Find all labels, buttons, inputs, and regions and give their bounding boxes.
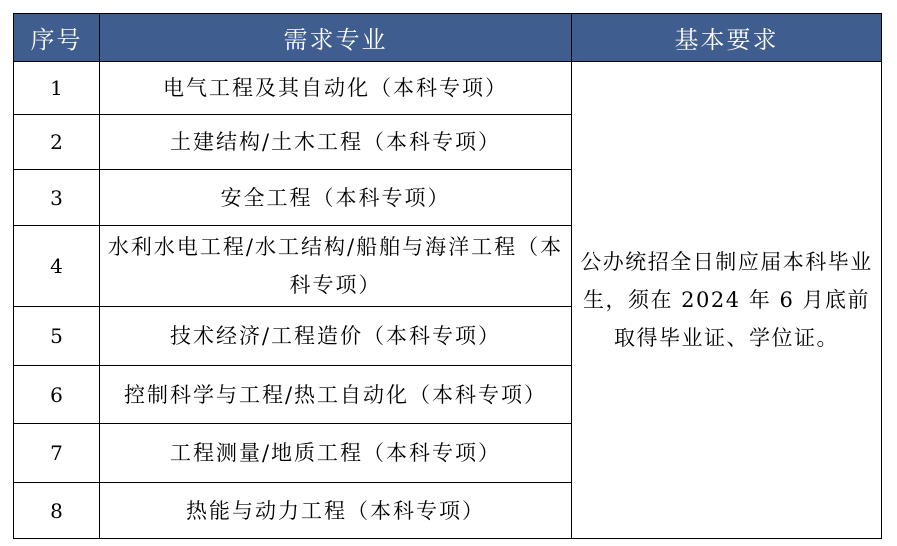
row-number: 8 bbox=[14, 483, 100, 539]
row-number: 4 bbox=[14, 226, 100, 307]
row-number: 7 bbox=[14, 424, 100, 483]
major-name: 工程测量/地质工程（本科专项） bbox=[100, 424, 572, 483]
header-requirement: 基本要求 bbox=[572, 14, 882, 62]
major-name: 安全工程（本科专项） bbox=[100, 170, 572, 226]
header-major: 需求专业 bbox=[100, 14, 572, 62]
major-name: 电气工程及其自动化（本科专项） bbox=[100, 62, 572, 115]
row-number: 6 bbox=[14, 366, 100, 424]
major-name: 水利水电工程/水工结构/船舶与海洋工程（本科专项） bbox=[100, 226, 572, 307]
major-name: 土建结构/土木工程（本科专项） bbox=[100, 115, 572, 170]
major-name: 控制科学与工程/热工自动化（本科专项） bbox=[100, 366, 572, 424]
basic-requirement: 公办统招全日制应届本科毕业生，须在 2024 年 6 月底前取得毕业证、学位证。 bbox=[572, 62, 882, 539]
row-number: 5 bbox=[14, 307, 100, 366]
table-row bbox=[14, 62, 882, 115]
header-row bbox=[14, 14, 882, 62]
major-name: 技术经济/工程造价（本科专项） bbox=[100, 307, 572, 366]
row-number: 1 bbox=[14, 62, 100, 115]
major-name: 热能与动力工程（本科专项） bbox=[100, 483, 572, 539]
row-number: 2 bbox=[14, 115, 100, 170]
row-number: 3 bbox=[14, 170, 100, 226]
header-no: 序号 bbox=[14, 14, 100, 62]
requirements-table bbox=[13, 13, 882, 539]
